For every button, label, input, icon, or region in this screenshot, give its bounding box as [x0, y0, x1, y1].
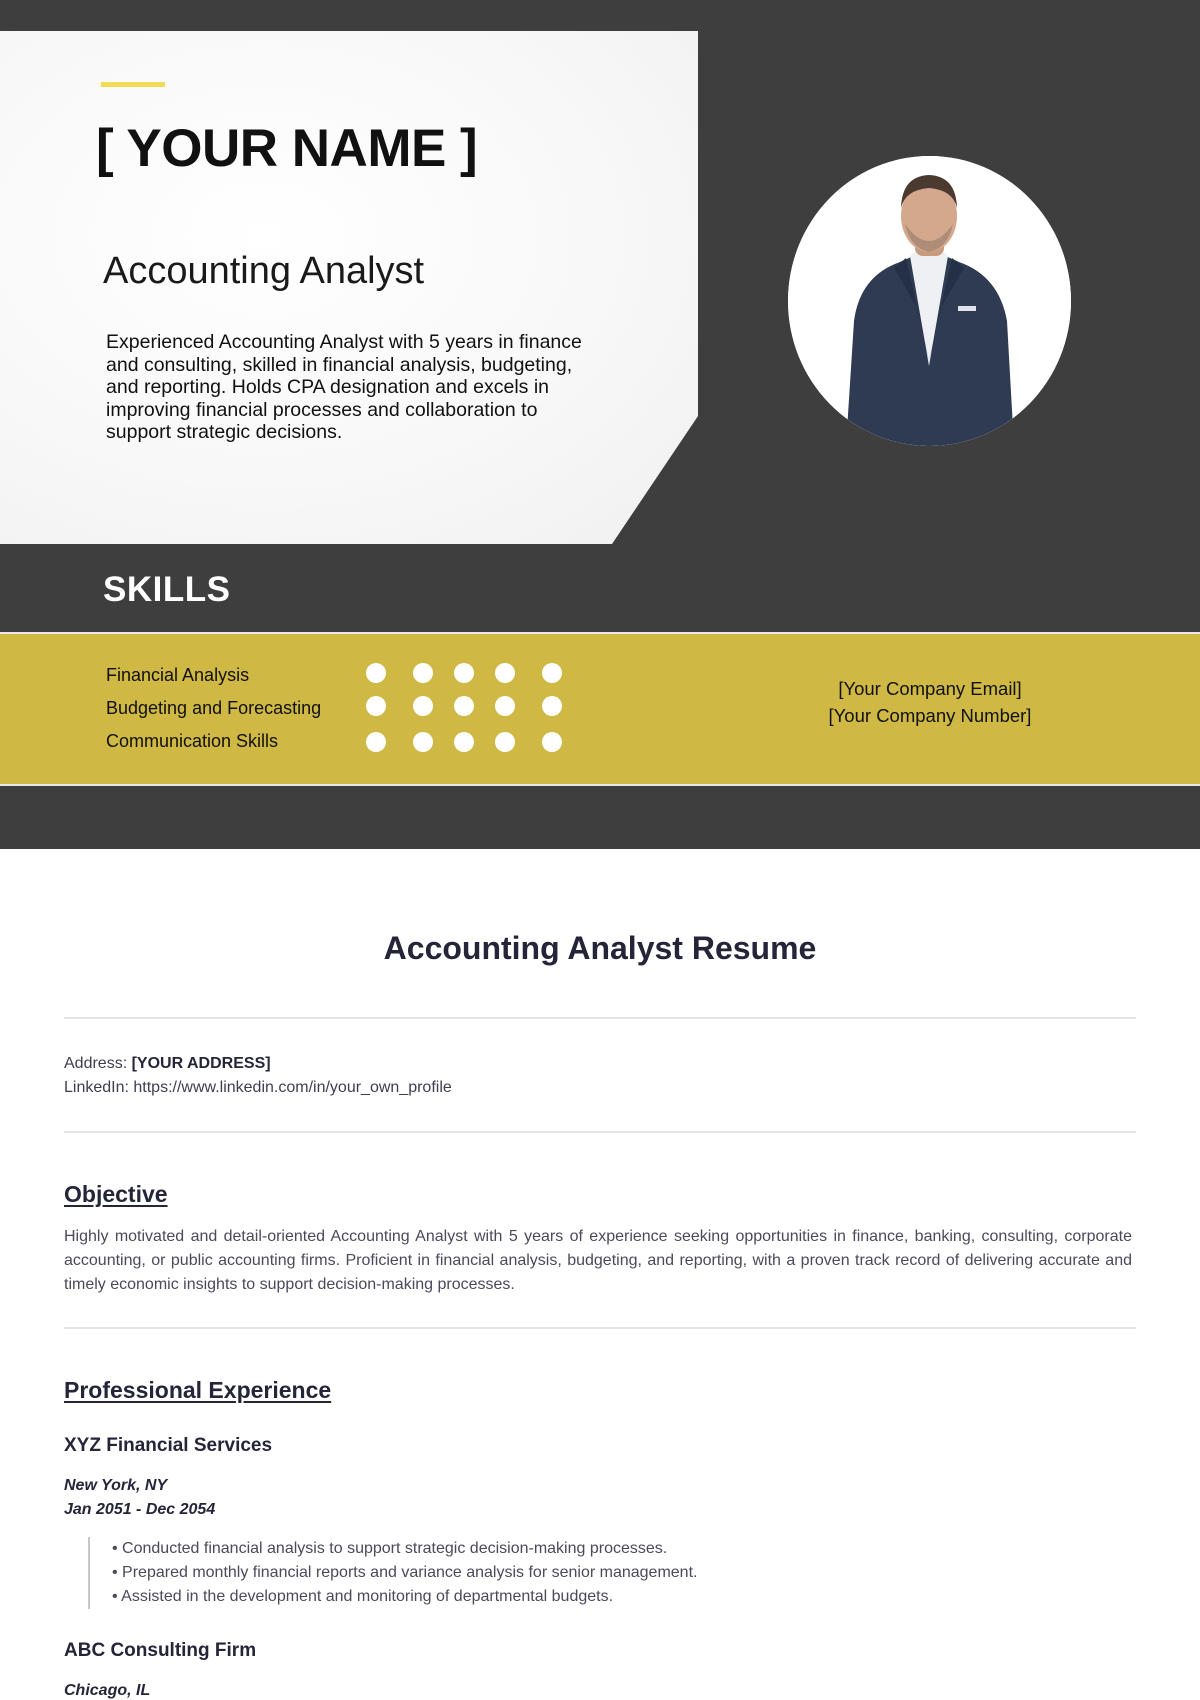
contact-email: [Your Company Email] — [838, 678, 1022, 699]
skill-dot — [413, 663, 433, 683]
divider — [64, 1017, 1136, 1019]
list-item: • Assisted in the development and monitoring of departmental budgets. — [112, 1588, 614, 1605]
skill-dot — [495, 696, 515, 716]
skill-dot — [495, 732, 515, 752]
contact-number: [Your Company Number] — [828, 705, 1032, 726]
objective-heading: Objective — [64, 1181, 168, 1207]
resume-title: Accounting Analyst Resume — [383, 930, 817, 966]
job-location: Chicago, IL — [64, 1682, 151, 1699]
job-company: XYZ Financial Services — [64, 1435, 273, 1456]
skill-label: Communication Skills — [106, 731, 279, 751]
linkedin-line — [64, 1079, 452, 1097]
skill-label: Financial Analysis — [106, 665, 250, 685]
linkedin-label: LinkedIn: — [64, 1079, 129, 1096]
candidate-name: [ YOUR NAME ] — [96, 119, 478, 178]
skill-dot — [454, 696, 474, 716]
list-item: • Conducted financial analysis to support strategic decision-making processes. — [112, 1540, 668, 1557]
header-banner — [0, 0, 1200, 849]
skills-band — [0, 632, 1200, 786]
skill-dot — [542, 663, 562, 683]
job-title: Accounting Analyst — [103, 250, 425, 292]
job-company: ABC Consulting Firm — [64, 1640, 257, 1661]
skill-dot — [366, 696, 386, 716]
skill-dot — [495, 663, 515, 683]
profile-summary: Experienced Accounting Analyst with 5 years in finance and consulting, skilled in financial analysis, budgeting, and reporting. Holds CPA designation and excels in improving financial processes and collaboration to support strategic decisions. — [106, 331, 582, 443]
skill-dot — [413, 732, 433, 752]
skill-dot — [454, 663, 474, 683]
skill-dot — [542, 696, 562, 716]
skill-label: Budgeting and Forecasting — [106, 698, 322, 718]
divider — [64, 1131, 1136, 1133]
skills-heading: SKILLS — [103, 570, 231, 609]
job-location: New York, NY — [64, 1477, 168, 1494]
list-item: • Prepared monthly financial reports and variance analysis for senior management. — [112, 1564, 698, 1581]
objective-text: Highly motivated and detail-oriented Accounting Analyst with 5 years of experience seeking opportunities in finance, banking, consulting, corporate accounting, or public accounting firms. Proficient in financial analysis, budgeting, and reporting, with a proven track record of delivering accurate and timely economic insights to support decision-making processes. — [64, 1228, 1132, 1293]
skill-dot — [542, 732, 562, 752]
divider — [64, 1327, 1136, 1329]
job-dates: Jan 2051 - Dec 2054 — [64, 1501, 216, 1518]
skill-dot — [413, 696, 433, 716]
skill-dot — [366, 663, 386, 683]
profile-photo — [788, 156, 1071, 446]
address-value: [YOUR ADDRESS] — [131, 1055, 271, 1072]
accent-bar — [101, 82, 165, 87]
address-label: Address: — [64, 1055, 128, 1072]
linkedin-url[interactable]: https://www.linkedin.com/in/your_own_profile — [133, 1079, 452, 1096]
address-line — [64, 1055, 271, 1073]
job-bullet-list — [88, 1537, 697, 1609]
skill-dot — [366, 732, 386, 752]
skill-dot — [454, 732, 474, 752]
experience-heading: Professional Experience — [64, 1377, 332, 1403]
person-portrait-icon — [788, 156, 1071, 446]
